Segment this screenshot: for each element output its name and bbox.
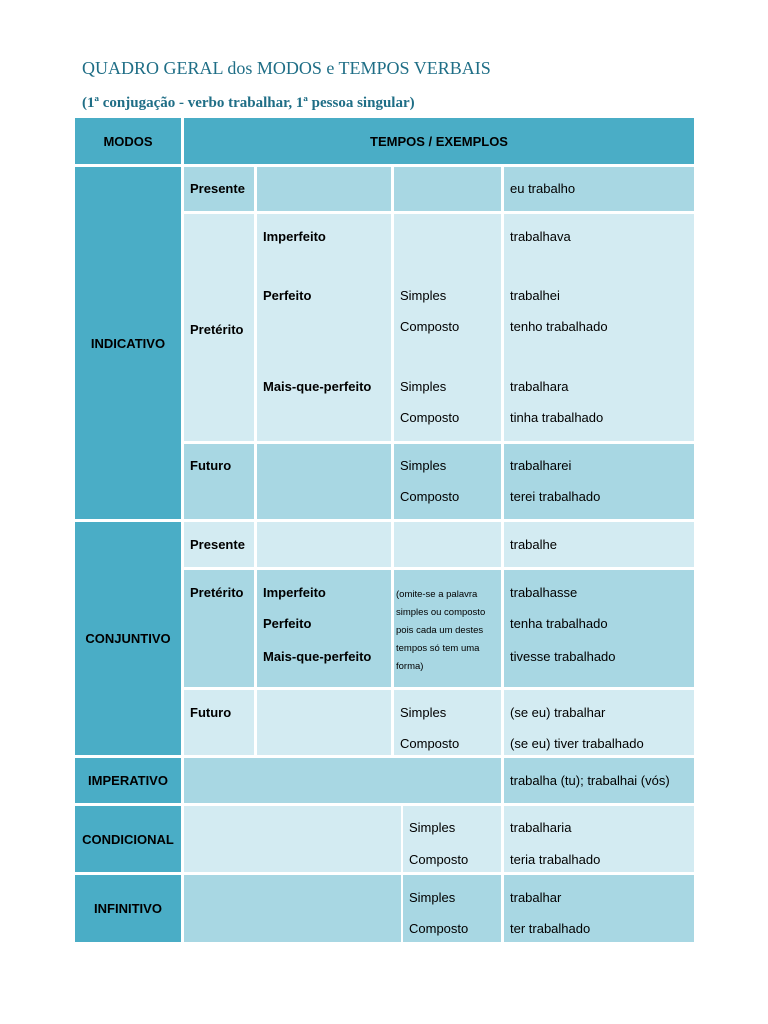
conj-preterito-tenses-cell (257, 570, 391, 687)
mode-imperativo: IMPERATIVO (75, 758, 181, 803)
infinitivo-ex-simples: trabalhar (510, 890, 562, 905)
infinitivo-ex-composto: ter trabalhado (510, 921, 591, 936)
ind-maisque-ex-composto: tinha trabalhado (510, 410, 604, 425)
ind-preterito-label-cell (184, 214, 254, 441)
page-title: QUADRO GERAL dos MODOS e TEMPOS VERBAIS (82, 58, 491, 78)
ind-perfeito-ex-composto: tenho trabalhado (510, 319, 608, 334)
mode-conjuntivo: CONJUNTIVO (75, 522, 181, 755)
ind-presente-label: Presente (190, 181, 245, 196)
imperativo-empty (184, 758, 501, 803)
ind-perfeito-composto: Composto (400, 319, 460, 334)
infinitivo-examples-cell (504, 875, 694, 942)
ind-presente-example-cell (504, 167, 694, 211)
ind-preterito-tenses-cell (257, 214, 391, 441)
ind-preterito-examples-cell (504, 214, 694, 441)
ind-imperfeito-example: trabalhava (510, 229, 571, 244)
conj-futuro-composto: Composto (400, 736, 460, 751)
conj-preterito-label-cell (184, 570, 254, 687)
header-tempos: TEMPOS / EXEMPLOS (184, 118, 694, 164)
mode-condicional: CONDICIONAL (75, 806, 181, 872)
ind-preterito-label: Pretérito (190, 322, 244, 337)
ind-presente-empty-2 (394, 167, 501, 211)
condicional-forms-cell (403, 806, 501, 872)
conj-presente-example-cell (504, 522, 694, 567)
conj-presente-label-cell (184, 522, 254, 567)
conj-perfeito-example: tenha trabalhado (510, 616, 608, 631)
ind-futuro-examples-cell (504, 444, 694, 519)
conj-futuro-examples-cell (504, 690, 694, 755)
conj-imperfeito-example: trabalhasse (510, 585, 578, 600)
infinitivo-composto: Composto (409, 921, 469, 936)
ind-maisque-ex-simples: trabalhara (510, 379, 569, 394)
conj-maisque-label: Mais-que-perfeito (263, 649, 372, 664)
conj-preterito-note-cell (394, 570, 501, 687)
ind-futuro-forms-cell (394, 444, 501, 519)
conj-futuro-forms-cell (394, 690, 501, 755)
infinitivo-forms-cell (403, 875, 501, 942)
ind-presente-example: eu trabalho (510, 181, 576, 196)
ind-futuro-composto: Composto (400, 489, 460, 504)
conj-futuro-ex-composto: (se eu) tiver trabalhado (510, 736, 644, 751)
ind-presente-label-cell (184, 167, 254, 211)
condicional-empty (184, 806, 401, 872)
ind-perfeito-label: Perfeito (263, 288, 312, 303)
conj-preterito-label: Pretérito (190, 585, 244, 600)
ind-futuro-empty (257, 444, 391, 519)
conj-preterito-examples-cell (504, 570, 694, 687)
ind-maisque-composto: Composto (400, 410, 460, 425)
page-subtitle: (1ª conjugação - verbo trabalhar, 1ª pessoa singular) (82, 95, 415, 111)
conj-preterito-note: (omite-se a palavra simples ou composto pois cada um destes tempos só tem uma forma) (396, 589, 486, 672)
conj-futuro-simples: Simples (400, 705, 447, 720)
imperativo-example: trabalha (tu); trabalhai (vós) (510, 773, 670, 788)
condicional-composto: Composto (409, 852, 469, 867)
ind-imperfeito-label: Imperfeito (263, 229, 326, 244)
conj-presente-example: trabalhe (510, 537, 557, 552)
conj-futuro-ex-simples: (se eu) trabalhar (510, 705, 606, 720)
ind-maisque-simples: Simples (400, 379, 447, 394)
conj-presente-empty-2 (394, 522, 501, 567)
conj-futuro-empty (257, 690, 391, 755)
infinitivo-simples: Simples (409, 890, 456, 905)
ind-perfeito-simples: Simples (400, 288, 447, 303)
ind-futuro-ex-composto: terei trabalhado (510, 489, 601, 504)
ind-futuro-label: Futuro (190, 458, 232, 473)
ind-maisque-label: Mais-que-perfeito (263, 379, 372, 394)
condicional-ex-simples: trabalharia (510, 820, 572, 835)
condicional-examples-cell (504, 806, 694, 872)
mode-infinitivo: INFINITIVO (75, 875, 181, 942)
conj-perfeito-label: Perfeito (263, 616, 312, 631)
ind-perfeito-ex-simples: trabalhei (510, 288, 560, 303)
conj-presente-label: Presente (190, 537, 245, 552)
mode-indicativo: INDICATIVO (75, 167, 181, 519)
conj-presente-empty-1 (257, 522, 391, 567)
condicional-simples: Simples (409, 820, 456, 835)
infinitivo-empty (184, 875, 401, 942)
conj-maisque-example: tivesse trabalhado (510, 649, 616, 664)
conj-futuro-label-cell (184, 690, 254, 755)
ind-futuro-ex-simples: trabalharei (510, 458, 572, 473)
ind-futuro-simples: Simples (400, 458, 447, 473)
ind-preterito-forms-cell (394, 214, 501, 441)
condicional-ex-composto: teria trabalhado (510, 852, 601, 867)
ind-presente-empty-1 (257, 167, 391, 211)
conj-imperfeito-label: Imperfeito (263, 585, 326, 600)
ind-futuro-label-cell (184, 444, 254, 519)
header-modos: MODOS (75, 118, 181, 164)
conj-futuro-label: Futuro (190, 705, 232, 720)
imperativo-example-cell (504, 758, 694, 803)
